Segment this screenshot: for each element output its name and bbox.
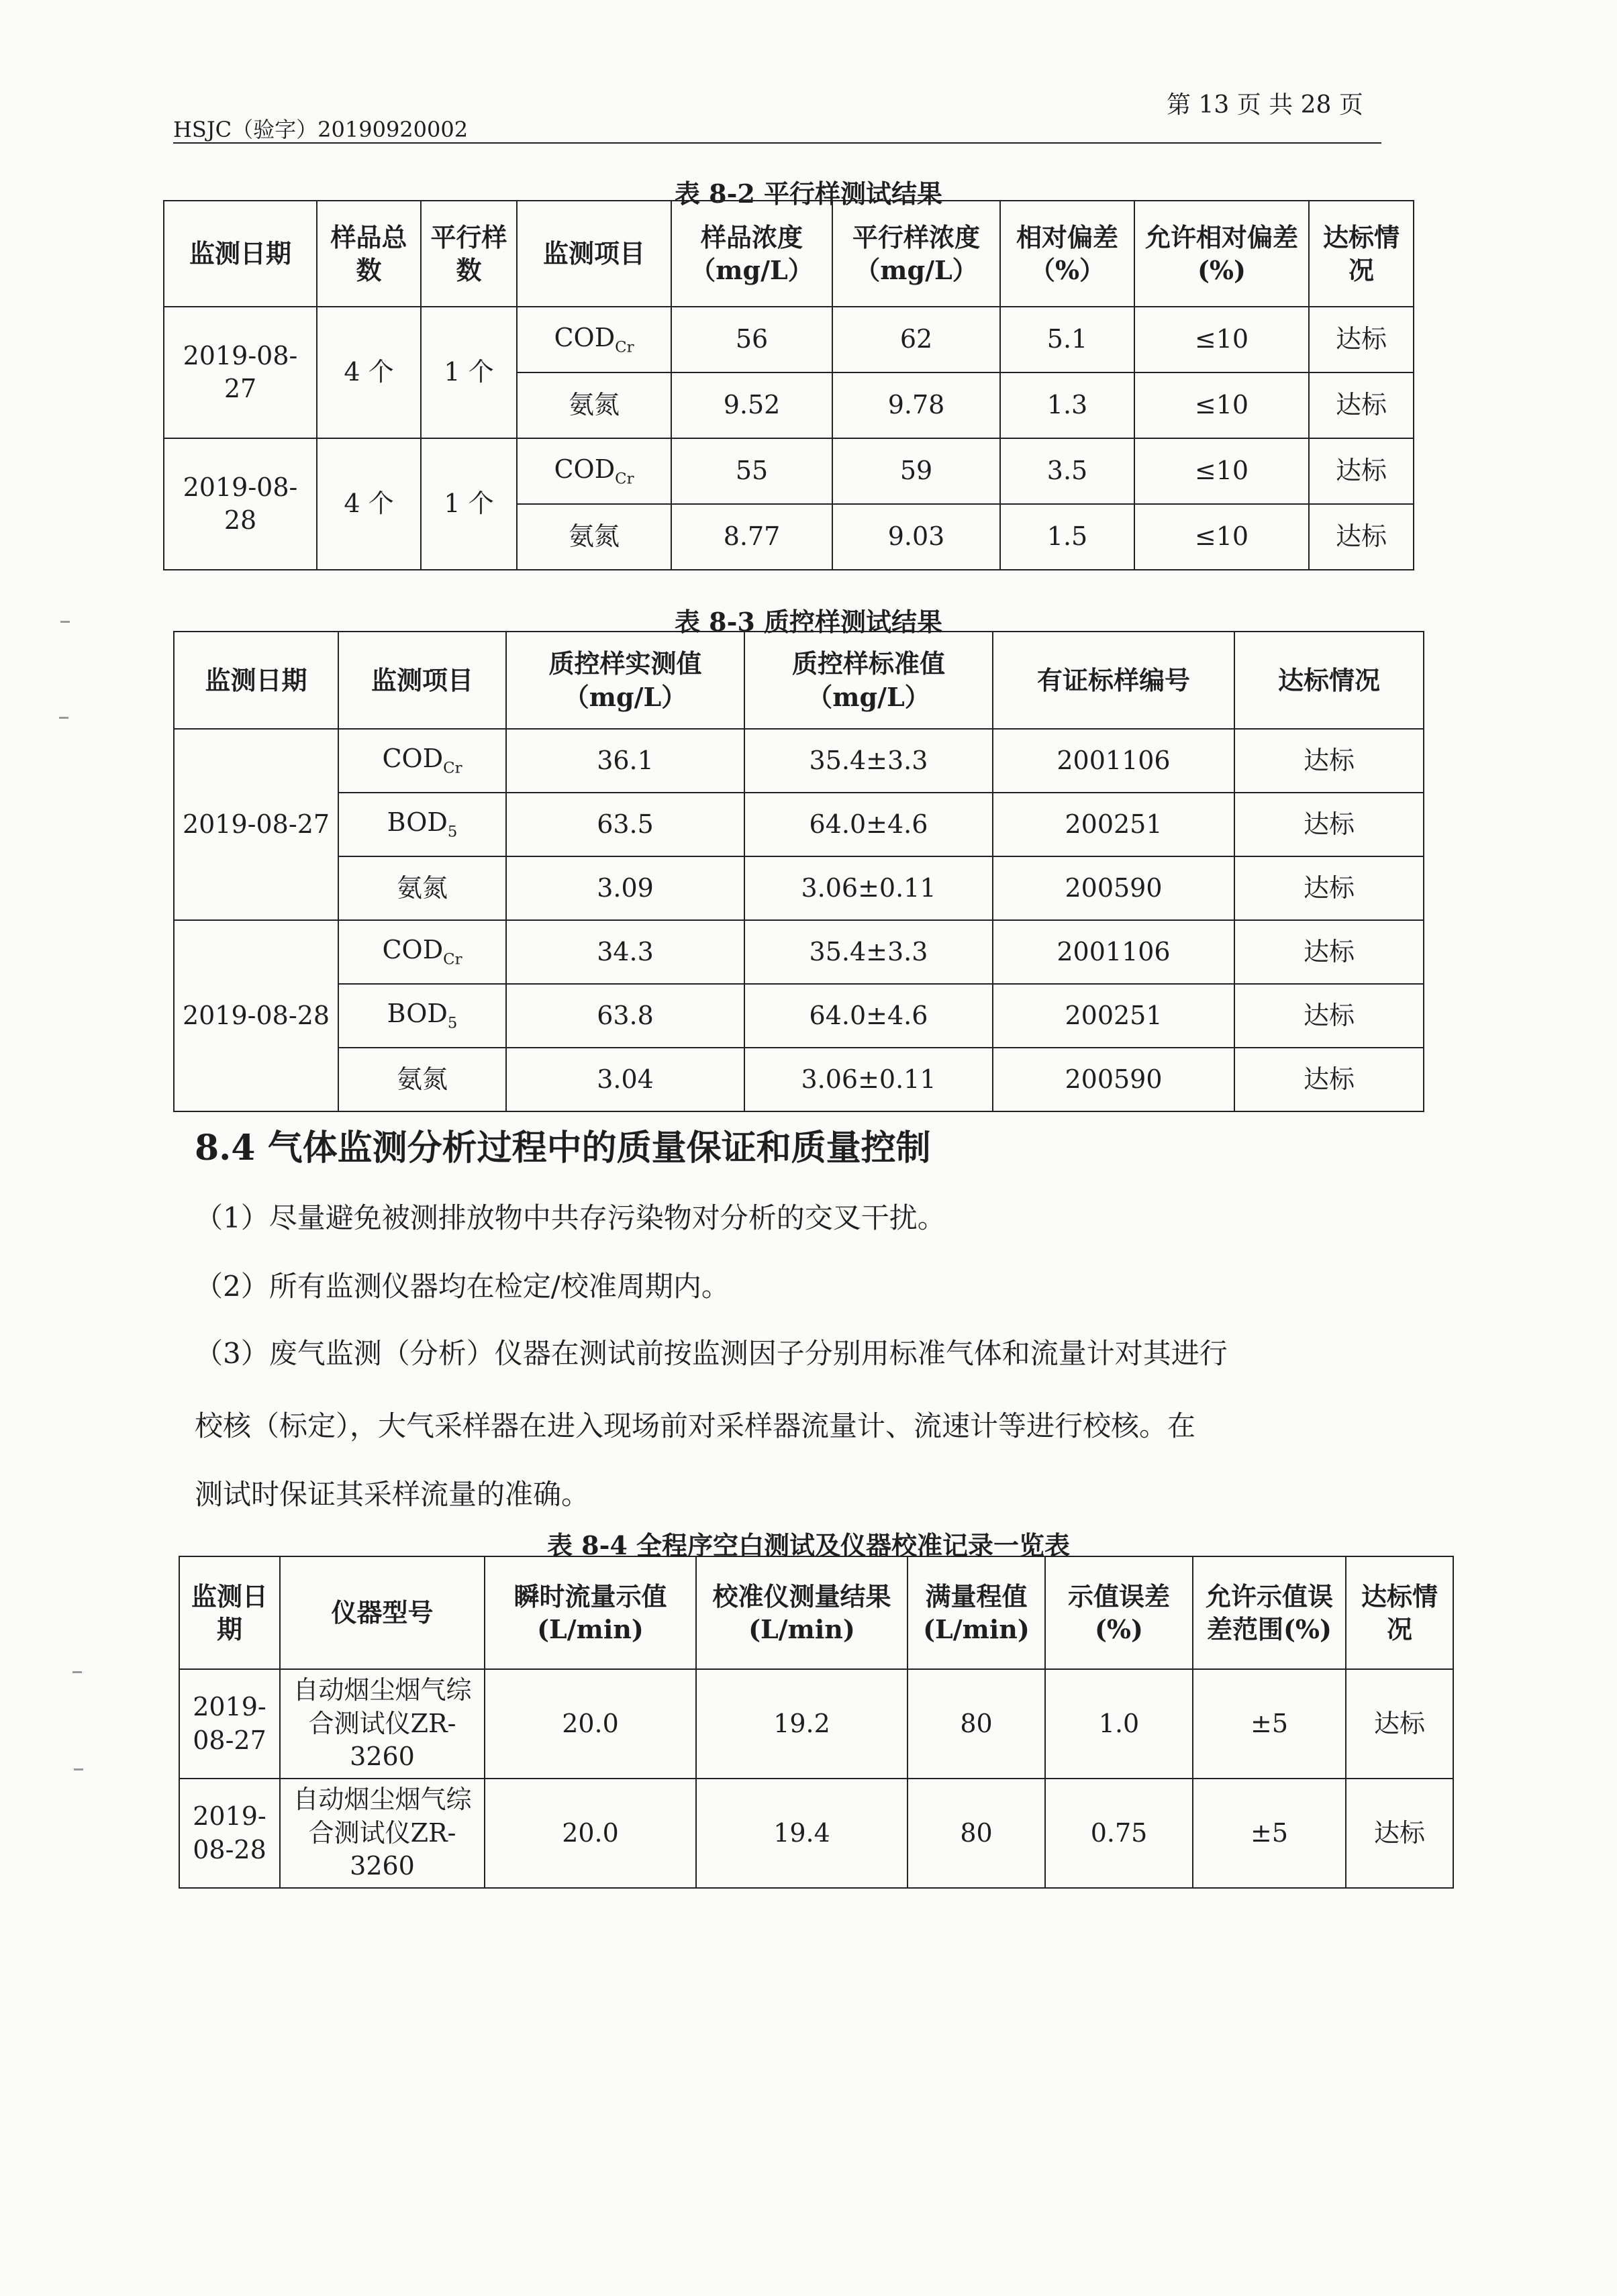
col-header: 达标情况 (1234, 632, 1424, 729)
item-cell: $BOD_5$ (338, 984, 506, 1048)
col-header: 平行样数 (421, 201, 517, 307)
table-header-row (179, 1556, 1453, 1669)
status-cell: 达标 (1234, 920, 1424, 984)
col-header: 样品浓度（mg/L） (671, 201, 832, 307)
col-header: 满量程值(L/min) (908, 1556, 1045, 1669)
value-cell: ≤10 (1134, 504, 1309, 570)
value-cell: 3.5 (1000, 438, 1134, 504)
date-cell: 2019-08-28 (174, 920, 338, 1111)
table-row (179, 1779, 1453, 1888)
value-cell: 2001106 (993, 729, 1234, 793)
report-number: HSJC（验字）20190920002 (173, 117, 469, 142)
value-cell: 3.06±0.11 (744, 1048, 993, 1111)
value-cell: 63.5 (506, 793, 744, 856)
status-cell: 达标 (1234, 1048, 1424, 1111)
table-8-4 (179, 1556, 1454, 1889)
instrument-cell: 自动烟尘烟气综合测试仪ZR-3260 (280, 1779, 485, 1888)
value-cell: 56 (671, 307, 832, 372)
header-rule (173, 142, 1381, 144)
value-cell: 200590 (993, 856, 1234, 920)
value-cell: 9.78 (832, 372, 1000, 438)
table-row (174, 984, 1424, 1048)
date-cell: 2019-08-27 (164, 307, 317, 438)
value-cell: 63.8 (506, 984, 744, 1048)
instrument-cell: 自动烟尘烟气综合测试仪ZR-3260 (280, 1669, 485, 1779)
value-cell: 36.1 (506, 729, 744, 793)
value-cell: 200251 (993, 984, 1234, 1048)
value-cell: 19.2 (696, 1669, 908, 1779)
col-header: 样品总数 (317, 201, 421, 307)
paragraph-3-line-2: 校核（标定），大气采样器在进入现场前对采样器流量计、流速计等进行校核。在 (195, 1409, 1196, 1442)
col-header: 达标情况 (1346, 1556, 1453, 1669)
parallel-count-cell: 1 个 (421, 307, 517, 438)
value-cell: ≤10 (1134, 307, 1309, 372)
value-cell: 3.06±0.11 (744, 856, 993, 920)
value-cell: ±5 (1193, 1669, 1346, 1779)
value-cell: 8.77 (671, 504, 832, 570)
value-cell: 3.09 (506, 856, 744, 920)
table-row (164, 438, 1414, 504)
table-8-2-caption: 表 8-2 平行样测试结果 (674, 179, 943, 209)
status-cell: 达标 (1309, 504, 1414, 570)
col-header: 达标情况 (1309, 201, 1414, 307)
value-cell: 55 (671, 438, 832, 504)
table-row (174, 856, 1424, 920)
value-cell: 80 (908, 1669, 1045, 1779)
col-header: 监测日期 (164, 201, 317, 307)
table-8-3-caption: 表 8-3 质控样测试结果 (674, 607, 943, 637)
page-number: 第 13 页 共 28 页 (1167, 91, 1363, 119)
value-cell: ±5 (1193, 1779, 1346, 1888)
total-cell: 4 个 (317, 438, 421, 570)
scan-mark (59, 717, 68, 719)
table-row (174, 1048, 1424, 1111)
scan-mark (74, 1768, 83, 1770)
table-row (174, 793, 1424, 856)
status-cell: 达标 (1309, 438, 1414, 504)
status-cell: 达标 (1234, 984, 1424, 1048)
value-cell: 1.5 (1000, 504, 1134, 570)
col-header: 质控样标准值（mg/L） (744, 632, 993, 729)
status-cell: 达标 (1346, 1669, 1453, 1779)
value-cell: 5.1 (1000, 307, 1134, 372)
col-header: 有证标样编号 (993, 632, 1234, 729)
value-cell: 200251 (993, 793, 1234, 856)
col-header: 允许相对偏差(%) (1134, 201, 1309, 307)
table-row (164, 307, 1414, 372)
col-header: 相对偏差（%） (1000, 201, 1134, 307)
value-cell: 64.0±4.6 (744, 984, 993, 1048)
value-cell: 9.52 (671, 372, 832, 438)
paragraph-3-line-3: 测试时保证其采样流量的准确。 (195, 1478, 590, 1511)
scan-mark (60, 621, 70, 623)
col-header: 示值误差(%) (1045, 1556, 1193, 1669)
col-header: 质控样实测值（mg/L） (506, 632, 744, 729)
value-cell: 20.0 (485, 1779, 696, 1888)
date-cell: 2019-08-27 (174, 729, 338, 920)
value-cell: 200590 (993, 1048, 1234, 1111)
table-row (174, 920, 1424, 984)
col-header: 监测日期 (174, 632, 338, 729)
item-cell: 氨氮 (338, 856, 506, 920)
paragraph-1: （1）尽量避免被测排放物中共存污染物对分析的交叉干扰。 (195, 1201, 946, 1234)
table-header-row (174, 632, 1424, 729)
col-header: 仪器型号 (280, 1556, 485, 1669)
col-header: 瞬时流量示值(L/min) (485, 1556, 696, 1669)
item-cell: $COD_{Cr}$ (338, 920, 506, 984)
item-cell: $COD_{Cr}$ (517, 438, 671, 504)
value-cell: ≤10 (1134, 372, 1309, 438)
value-cell: 35.4±3.3 (744, 729, 993, 793)
paragraph-2: （2）所有监测仪器均在检定/校准周期内。 (195, 1270, 730, 1303)
col-header: 监测项目 (338, 632, 506, 729)
value-cell: 1.0 (1045, 1669, 1193, 1779)
value-cell: 9.03 (832, 504, 1000, 570)
paragraph-3-line-1: （3）废气监测（分析）仪器在测试前按监测因子分别用标准气体和流量计对其进行 (195, 1337, 1228, 1370)
status-cell: 达标 (1309, 307, 1414, 372)
status-cell: 达标 (1234, 856, 1424, 920)
date-cell: 2019-08-28 (179, 1779, 280, 1888)
value-cell: 64.0±4.6 (744, 793, 993, 856)
value-cell: 80 (908, 1779, 1045, 1888)
item-cell: $COD_{Cr}$ (338, 729, 506, 793)
parallel-count-cell: 1 个 (421, 438, 517, 570)
date-cell: 2019-08-27 (179, 1669, 280, 1779)
col-header: 监测日期 (179, 1556, 280, 1669)
total-cell: 4 个 (317, 307, 421, 438)
value-cell: 3.04 (506, 1048, 744, 1111)
value-cell: ≤10 (1134, 438, 1309, 504)
date-cell: 2019-08-28 (164, 438, 317, 570)
table-row (179, 1669, 1453, 1779)
section-heading: 8.4 气体监测分析过程中的质量保证和质量控制 (195, 1128, 931, 1168)
scan-mark (72, 1671, 82, 1673)
status-cell: 达标 (1309, 372, 1414, 438)
col-header: 允许示值误差范围(%) (1193, 1556, 1346, 1669)
col-header: 监测项目 (517, 201, 671, 307)
item-cell: $BOD_5$ (338, 793, 506, 856)
value-cell: 59 (832, 438, 1000, 504)
value-cell: 1.3 (1000, 372, 1134, 438)
table-row (174, 729, 1424, 793)
value-cell: 35.4±3.3 (744, 920, 993, 984)
value-cell: 19.4 (696, 1779, 908, 1888)
item-cell: 氨氮 (517, 504, 671, 570)
col-header: 校准仪测量结果(L/min) (696, 1556, 908, 1669)
table-8-3 (173, 631, 1424, 1112)
item-cell: $COD_{Cr}$ (517, 307, 671, 372)
status-cell: 达标 (1234, 729, 1424, 793)
value-cell: 20.0 (485, 1669, 696, 1779)
col-header: 平行样浓度（mg/L） (832, 201, 1000, 307)
status-cell: 达标 (1346, 1779, 1453, 1888)
value-cell: 2001106 (993, 920, 1234, 984)
status-cell: 达标 (1234, 793, 1424, 856)
table-8-4-caption: 表 8-4 全程序空白测试及仪器校准记录一览表 (546, 1530, 1071, 1560)
value-cell: 62 (832, 307, 1000, 372)
value-cell: 34.3 (506, 920, 744, 984)
table-header-row (164, 201, 1414, 307)
table-8-2 (163, 200, 1414, 570)
item-cell: 氨氮 (338, 1048, 506, 1111)
item-cell: 氨氮 (517, 372, 671, 438)
value-cell: 0.75 (1045, 1779, 1193, 1888)
